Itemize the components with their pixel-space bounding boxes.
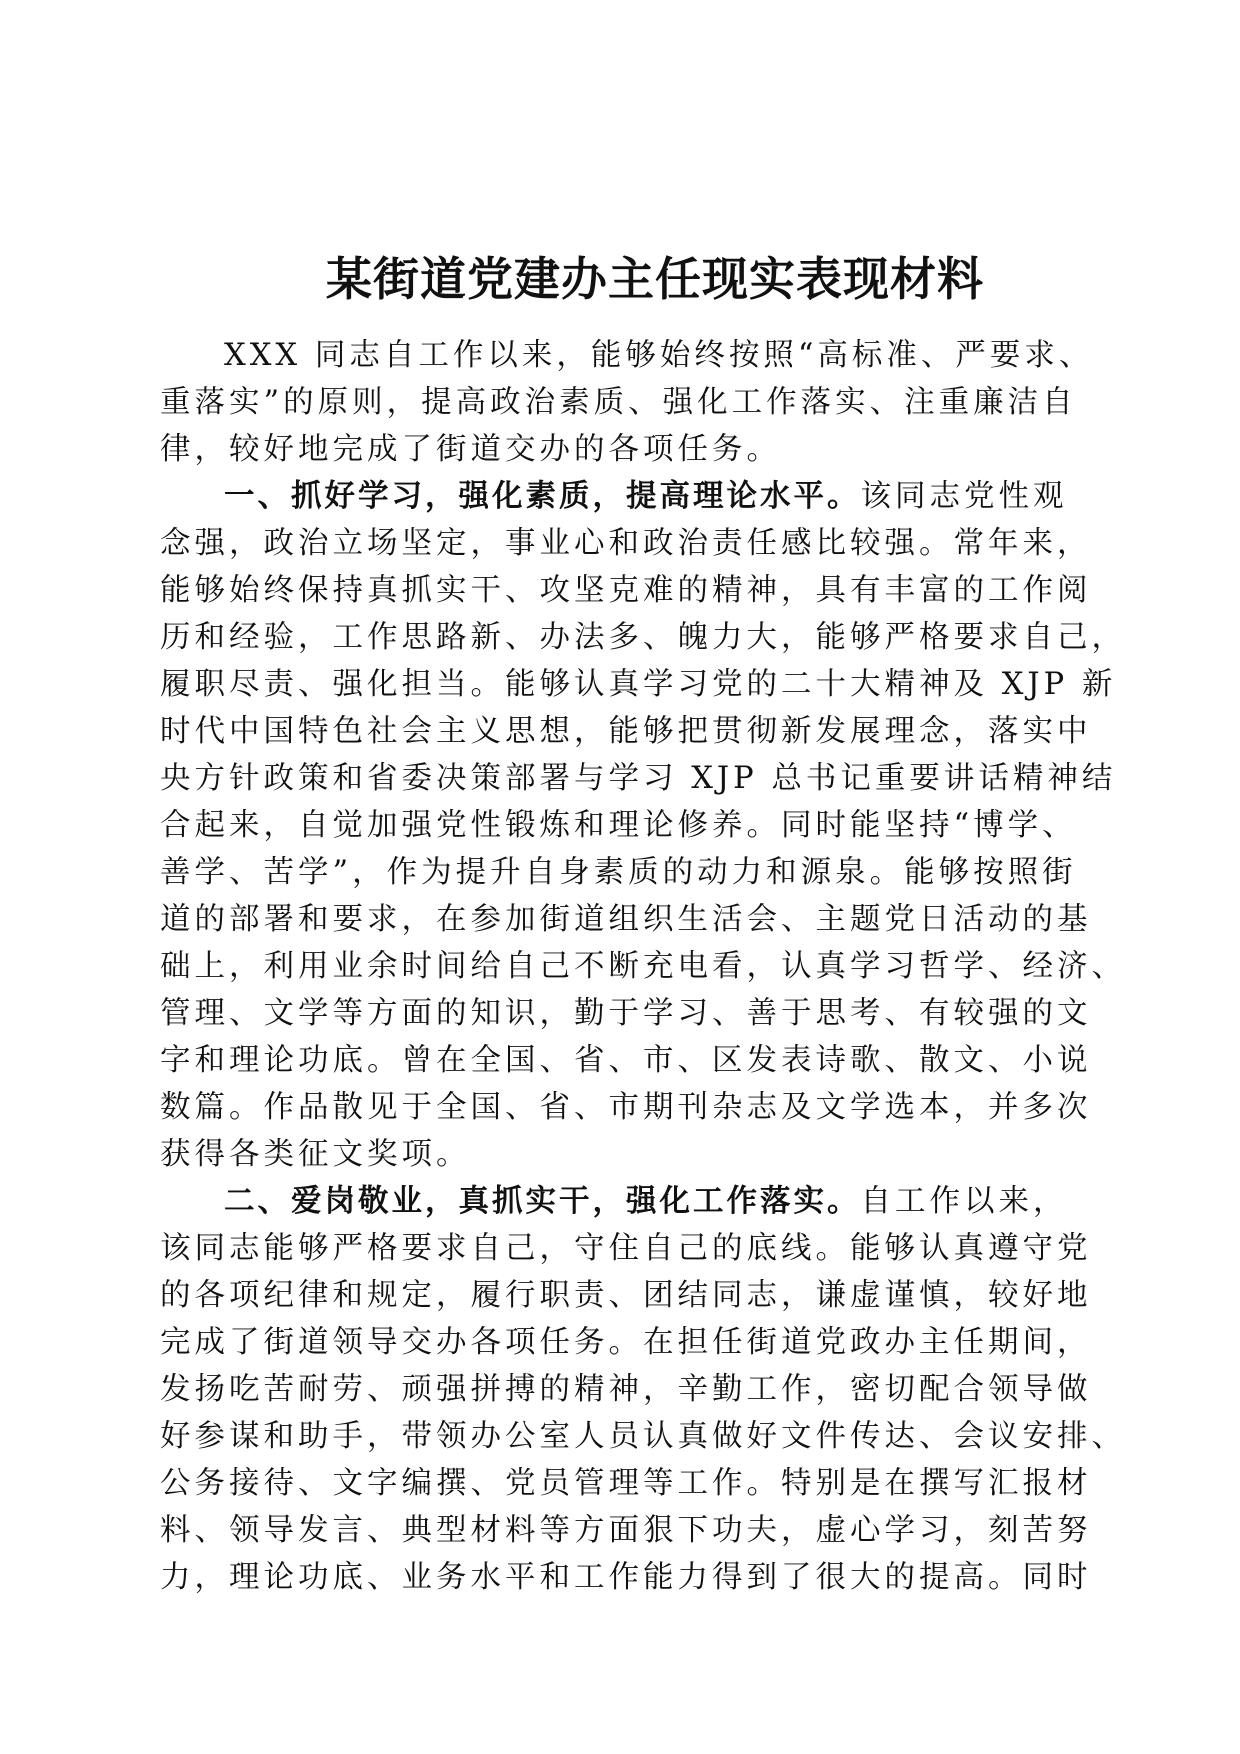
line-text: 央方针政策和省委决策部署与学习 XJP 总书记重要讲话精神结 <box>160 761 1117 796</box>
line-text: 自工作以来， <box>860 1184 1068 1219</box>
line-text: 能够始终保持真抓实干、攻坚克难的精神，具有丰富的工作阅 <box>160 573 1092 608</box>
paragraph-line <box>160 802 1088 849</box>
line-text: 道的部署和要求，在参加街道组织生活会、主题党日活动的基 <box>160 902 1092 937</box>
line-text: 合起来，自觉加强党性锻炼和理论修养。同时能坚持“博学、 <box>160 808 1077 843</box>
paragraph-line <box>160 943 1126 990</box>
document-body <box>160 332 1126 1601</box>
line-text: 发扬吃苦耐劳、顽强拼搏的精神，辛勤工作，密切配合领导做 <box>160 1372 1092 1407</box>
paragraph-line <box>160 332 1094 379</box>
paragraph-line <box>160 379 1088 426</box>
line-text: 数篇。作品散见于全国、省、市期刊杂志及文学选本，并多次 <box>160 1090 1092 1125</box>
paragraph-line <box>160 1037 1092 1084</box>
line-text: 力，理论功底、业务水平和工作能力得到了很大的提高。同时 <box>160 1560 1092 1595</box>
paragraph-line <box>160 1460 1092 1507</box>
paragraph-line <box>160 990 1092 1037</box>
paragraph-line <box>160 1272 1092 1319</box>
paragraph-line <box>160 1554 1092 1601</box>
line-text: 公务接待、文字编撰、党员管理等工作。特别是在撰写汇报材 <box>160 1466 1092 1501</box>
section-heading: 二、爱岗敬业，真抓实干，强化工作落实。 <box>224 1184 861 1219</box>
paragraph-line <box>160 896 1092 943</box>
line-text: 管理、文学等方面的知识，勤于学习、善于思考、有较强的文 <box>160 996 1092 1031</box>
paragraph-line <box>160 614 1126 661</box>
document-title: 某街道党建办主任现实表现材料 <box>326 252 984 306</box>
paragraph-line <box>160 1131 1088 1178</box>
line-text: 历和经验，工作思路新、办法多、魄力大，能够严格要求自己， <box>160 620 1126 655</box>
line-text: 善学、苦学”，作为提升自身素质的动力和源泉。能够按照街 <box>160 855 1077 890</box>
paragraph-line <box>160 1084 1092 1131</box>
line-text: 念强，政治立场坚定，事业心和政治责任感比较强。常年来， <box>160 526 1092 561</box>
line-text: 的各项纪律和规定，履行职责、团结同志，谦虚谨慎，较好地 <box>160 1278 1092 1313</box>
paragraph-line <box>160 708 1092 755</box>
line-text: 完成了街道领导交办各项任务。在担任街道党政办主任期间， <box>160 1325 1092 1360</box>
line-text: 字和理论功底。曾在全国、省、市、区发表诗歌、散文、小说 <box>160 1043 1092 1078</box>
line-text: 该同志党性观 <box>860 479 1068 514</box>
section-heading: 一、抓好学习，强化素质，提高理论水平。 <box>224 479 861 514</box>
line-text: XXX 同志自工作以来，能够始终按照“高标准、严要求、 <box>224 338 1094 373</box>
line-text: 时代中国特色社会主义思想，能够把贯彻新发展理念，落实中 <box>160 714 1092 749</box>
paragraph-line <box>160 520 1092 567</box>
paragraph-line <box>160 567 1092 614</box>
paragraph-line <box>160 1366 1092 1413</box>
section-heading-line <box>160 1178 1088 1225</box>
paragraph-line <box>160 426 1088 473</box>
line-text: 该同志能够严格要求自己，守住自己的底线。能够认真遵守党 <box>160 1231 1092 1266</box>
paragraph-line <box>160 755 1117 802</box>
section-heading-line <box>160 473 1088 520</box>
line-text: 础上，利用业余时间给自己不断充电看，认真学习哲学、经济、 <box>160 949 1126 984</box>
paragraph-line <box>160 1225 1092 1272</box>
line-text: 好参谋和助手，带领办公室人员认真做好文件传达、会议安排、 <box>160 1419 1126 1454</box>
paragraph-line <box>160 1507 1092 1554</box>
paragraph-line <box>160 1319 1092 1366</box>
line-text: 律，较好地完成了街道交办的各项任务。 <box>160 432 781 467</box>
line-text: 获得各类征文奖项。 <box>160 1137 471 1172</box>
line-text: 料、领导发言、典型材料等方面狠下功夫，虚心学习，刻苦努 <box>160 1513 1092 1548</box>
line-text: 重落实”的原则，提高政治素质、强化工作落实、注重廉洁自 <box>160 385 1077 420</box>
paragraph-line <box>160 849 1088 896</box>
line-text: 履职尽责、强化担当。能够认真学习党的二十大精神及 XJP 新 <box>160 667 1117 702</box>
paragraph-line <box>160 1413 1126 1460</box>
paragraph-line <box>160 661 1117 708</box>
